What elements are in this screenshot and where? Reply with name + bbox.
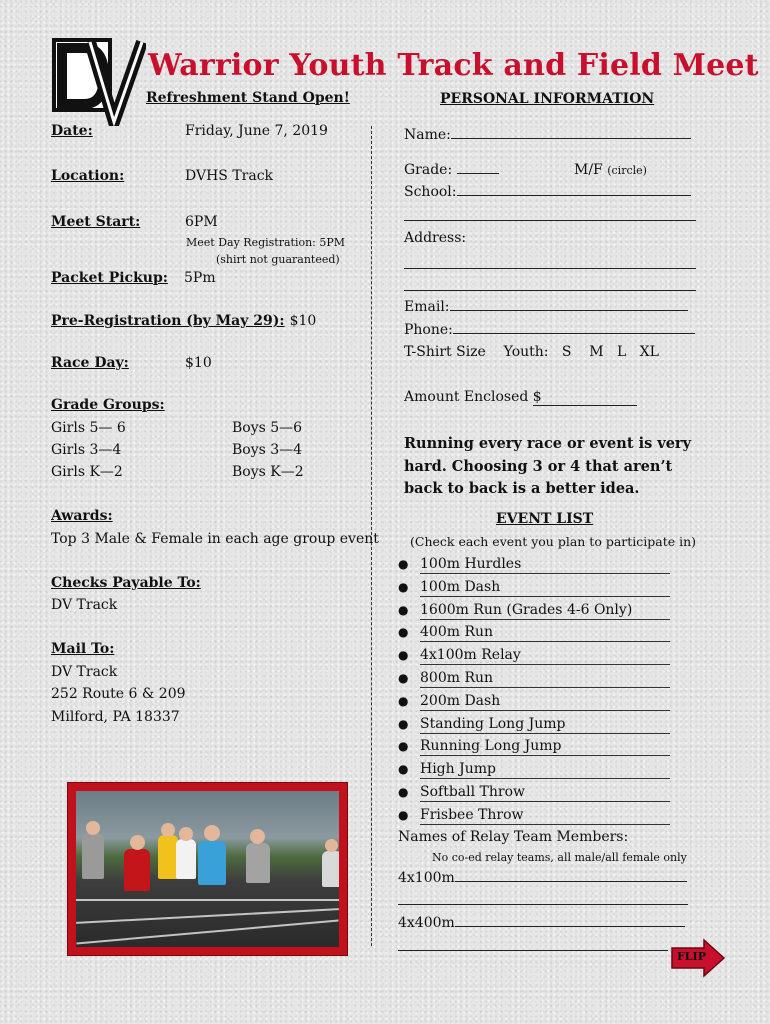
girls-group-3: Girls K—2 bbox=[51, 464, 123, 480]
event-item-softball-throw[interactable]: ● Softball Throw bbox=[398, 782, 678, 805]
tshirt-size-row[interactable] bbox=[404, 344, 659, 360]
event-item-800m-run[interactable]: ● 800m Run bbox=[398, 668, 678, 691]
boys-group-1: Boys 5—6 bbox=[232, 420, 303, 436]
flip-label: FLIP bbox=[677, 950, 706, 963]
event-item-standing-long-jump[interactable]: ● Standing Long Jump bbox=[398, 714, 678, 737]
refreshment-notice: Refreshment Stand Open! bbox=[146, 90, 350, 106]
phone-field[interactable] bbox=[404, 322, 695, 338]
relay-members-heading: Names of Relay Team Members: bbox=[398, 829, 629, 845]
event-list-heading: EVENT LIST bbox=[496, 511, 594, 527]
event-item-frisbee-throw[interactable]: ● Frisbee Throw bbox=[398, 805, 678, 828]
meet-start-label: Meet Start: bbox=[51, 214, 141, 230]
mail-to-label: Mail To: bbox=[51, 641, 115, 657]
dv-logo bbox=[52, 38, 146, 126]
personal-info-heading: PERSONAL INFORMATION bbox=[440, 91, 655, 107]
mail-line-2: 252 Route 6 & 209 bbox=[51, 686, 186, 702]
phone-line bbox=[453, 333, 695, 334]
grade-label: Grade: bbox=[404, 162, 453, 178]
mail-line-1: DV Track bbox=[51, 664, 118, 680]
checks-payable-value: DV Track bbox=[51, 597, 118, 613]
runners-photo bbox=[76, 791, 339, 947]
girls-group-1: Girls 5— 6 bbox=[51, 420, 126, 436]
address-label: Address: bbox=[404, 230, 467, 246]
event-item-200m-dash[interactable]: ● 200m Dash bbox=[398, 691, 678, 714]
relay-4x100-label: 4x100m bbox=[398, 870, 455, 886]
amount-label: Amount Enclosed bbox=[404, 389, 529, 405]
prereg-label: Pre-Registration (by May 29): bbox=[51, 313, 285, 329]
event-item-1600m-run[interactable]: ● 1600m Run (Grades 4-6 Only) bbox=[398, 600, 678, 623]
awards-label: Awards: bbox=[51, 508, 113, 524]
packet-pickup-label: Packet Pickup: bbox=[51, 270, 168, 286]
event-item-100m-dash[interactable]: ● 100m Dash bbox=[398, 577, 678, 600]
location-value: DVHS Track bbox=[185, 168, 274, 184]
boys-group-3: Boys K—2 bbox=[232, 464, 304, 480]
prereg-row bbox=[51, 310, 316, 329]
address-line-2[interactable] bbox=[404, 290, 696, 291]
race-day-label: Race Day: bbox=[51, 355, 129, 371]
relay-note: No co-ed relay teams, all male/all female only bbox=[432, 851, 687, 864]
packet-pickup-value: 5Pm bbox=[184, 270, 216, 286]
school-line bbox=[457, 195, 691, 196]
tshirt-sizes[interactable]: S M L XL bbox=[561, 344, 659, 360]
youth-label: Youth: bbox=[503, 344, 549, 360]
grade-field[interactable] bbox=[404, 162, 499, 178]
event-item-100m-hurdles[interactable]: ● 100m Hurdles bbox=[398, 554, 678, 577]
relay-4x400-field[interactable] bbox=[398, 915, 685, 931]
date-label: Date: bbox=[51, 123, 93, 139]
relay-4x400-line-2[interactable] bbox=[398, 950, 668, 951]
date-value: Friday, June 7, 2019 bbox=[185, 123, 328, 139]
dollar-sign: $ bbox=[532, 389, 542, 405]
school-label: School: bbox=[404, 184, 457, 200]
page-title: Warrior Youth Track and Field Meet bbox=[148, 48, 759, 83]
gender-field[interactable] bbox=[574, 162, 647, 178]
name-field[interactable] bbox=[404, 127, 691, 143]
event-item-running-long-jump[interactable]: ● Running Long Jump bbox=[398, 736, 678, 759]
race-day-value: $10 bbox=[185, 355, 212, 371]
girls-group-2: Girls 3—4 bbox=[51, 442, 122, 458]
advice-text: Running every race or event is very hard. Choosing 3 or 4 that aren’t back to back is a better idea. bbox=[404, 435, 691, 497]
tshirt-label: T-Shirt Size bbox=[404, 344, 486, 360]
event-instructions: (Check each event you plan to participate in) bbox=[410, 534, 697, 549]
relay-4x100-line-2[interactable] bbox=[398, 904, 688, 905]
school-field[interactable] bbox=[404, 184, 691, 200]
email-label: Email: bbox=[404, 299, 450, 315]
flip-arrow-icon[interactable] bbox=[670, 938, 726, 978]
grade-line bbox=[457, 173, 499, 174]
event-item-400m-run[interactable]: ● 400m Run bbox=[398, 622, 678, 645]
event-item-high-jump[interactable]: ● High Jump bbox=[398, 759, 678, 782]
relay-4x100-line bbox=[455, 881, 687, 882]
meet-start-value: 6PM bbox=[185, 214, 218, 230]
amount-enclosed-field[interactable] bbox=[404, 389, 637, 406]
gender-label: M/F bbox=[574, 162, 603, 178]
relay-4x400-label: 4x400m bbox=[398, 915, 455, 931]
mail-line-3: Milford, PA 18337 bbox=[51, 709, 180, 725]
name-label: Name: bbox=[404, 127, 451, 143]
relay-4x400-line bbox=[455, 926, 685, 927]
event-list bbox=[398, 554, 678, 828]
runners-photo-frame bbox=[67, 782, 348, 956]
shirt-note: (shirt not guaranteed) bbox=[216, 253, 340, 266]
name-line bbox=[451, 138, 691, 139]
circle-note: (circle) bbox=[607, 164, 647, 177]
address-line-1[interactable] bbox=[404, 268, 696, 269]
grade-groups-label: Grade Groups: bbox=[51, 397, 165, 413]
boys-group-2: Boys 3—4 bbox=[232, 442, 303, 458]
school-line-2[interactable] bbox=[404, 220, 696, 221]
phone-label: Phone: bbox=[404, 322, 453, 338]
amount-line bbox=[533, 389, 637, 406]
event-item-4x100m-relay[interactable]: ● 4x100m Relay bbox=[398, 645, 678, 668]
registration-note: Meet Day Registration: 5PM bbox=[186, 236, 346, 249]
location-label: Location: bbox=[51, 168, 125, 184]
email-line bbox=[450, 310, 688, 311]
relay-4x100-field[interactable] bbox=[398, 870, 687, 886]
prereg-value: $10 bbox=[289, 313, 317, 329]
email-field[interactable] bbox=[404, 299, 688, 315]
checks-payable-label: Checks Payable To: bbox=[51, 575, 201, 591]
awards-value: Top 3 Male & Female in each age group event bbox=[51, 531, 379, 547]
